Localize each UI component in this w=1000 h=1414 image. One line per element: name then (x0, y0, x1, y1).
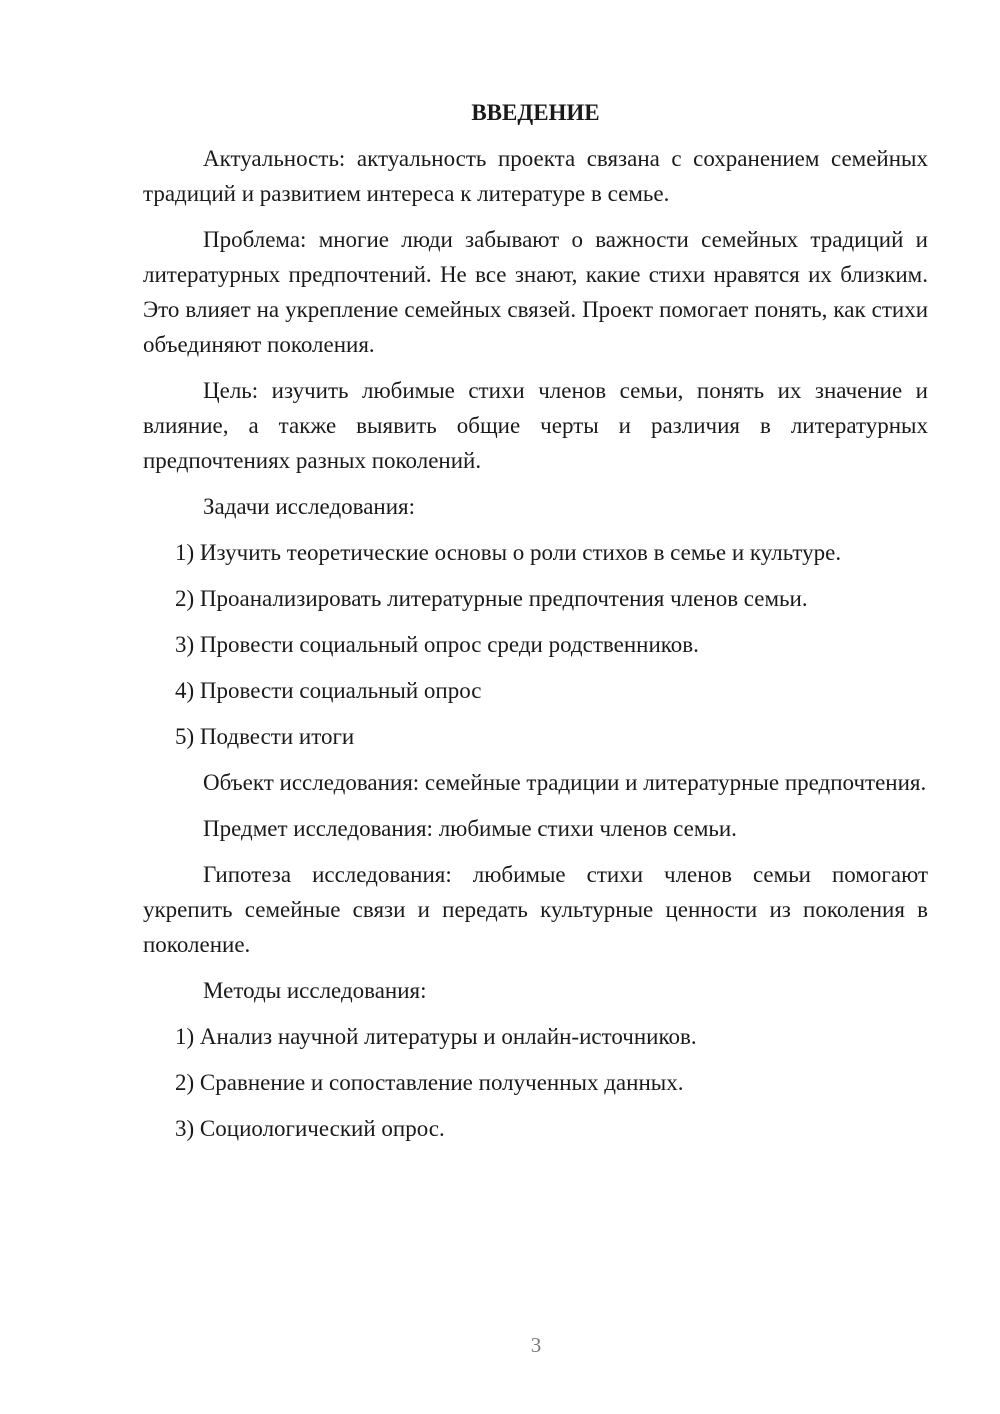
list-item-text: Анализ научной литературы и онлайн-источников. (199, 1024, 697, 1049)
page-number: 3 (530, 1333, 542, 1357)
list-item (143, 627, 928, 662)
list-item (143, 1065, 928, 1100)
list-item (143, 1111, 928, 1146)
list-item-number: 2) (175, 1070, 195, 1095)
list-item-number: 3) (175, 1116, 195, 1141)
page-content (143, 95, 928, 1157)
problem-paragraph: Проблема: многие люди забывают о важности семейных традиций и литературных предпочтений. Не все знают, какие стихи нравятся их близким. Это влияет на укрепление семейных связей. Проект помогает понять, как стихи объединяют поколения. (143, 227, 928, 357)
list-item (143, 1019, 928, 1054)
list-item-number: 5) (175, 724, 195, 749)
list-item-number: 1) (175, 1024, 195, 1049)
list-item-text: Проанализировать литературные предпочтения членов семьи. (199, 586, 808, 611)
goal-paragraph: Цель: изучить любимые стихи членов семьи, понять их значение и влияние, а также выявить общие черты и различия в литературных предпочтениях разных поколений. (143, 378, 928, 473)
relevance-paragraph: Актуальность: актуальность проекта связана с сохранением семейных традиций и развитием интереса к литературе в семье. (143, 146, 928, 206)
list-item (143, 535, 928, 570)
list-item-number: 4) (175, 678, 195, 703)
object-paragraph: Объект исследования: семейные традиции и литературные предпочтения. (203, 770, 927, 795)
list-item-text: Изучить теоретические основы о роли стихов в семье и культуре. (199, 540, 842, 565)
list-item (143, 673, 928, 708)
tasks-heading: Задачи исследования: (203, 494, 416, 519)
list-item-number: 2) (175, 586, 195, 611)
methods-list (143, 1019, 928, 1146)
list-item-text: Подвести итоги (199, 724, 355, 749)
list-item-number: 3) (175, 632, 195, 657)
section-title: ВВЕДЕНИЕ (471, 100, 600, 125)
list-item-text: Провести социальный опрос (199, 678, 482, 703)
list-item-text: Провести социальный опрос среди родственников. (199, 632, 699, 657)
list-item (143, 581, 928, 616)
hypothesis-paragraph: Гипотеза исследования: любимые стихи членов семьи помогают укрепить семейные связи и передать культурные ценности из поколения в поколение. (143, 862, 928, 957)
subject-paragraph: Предмет исследования: любимые стихи членов семьи. (203, 816, 737, 841)
tasks-list (143, 535, 928, 754)
list-item (143, 719, 928, 754)
list-item-number: 1) (175, 540, 195, 565)
methods-heading: Методы исследования: (203, 978, 427, 1003)
list-item-text: Сравнение и сопоставление полученных данных. (199, 1070, 684, 1095)
list-item-text: Социологический опрос. (199, 1116, 445, 1141)
